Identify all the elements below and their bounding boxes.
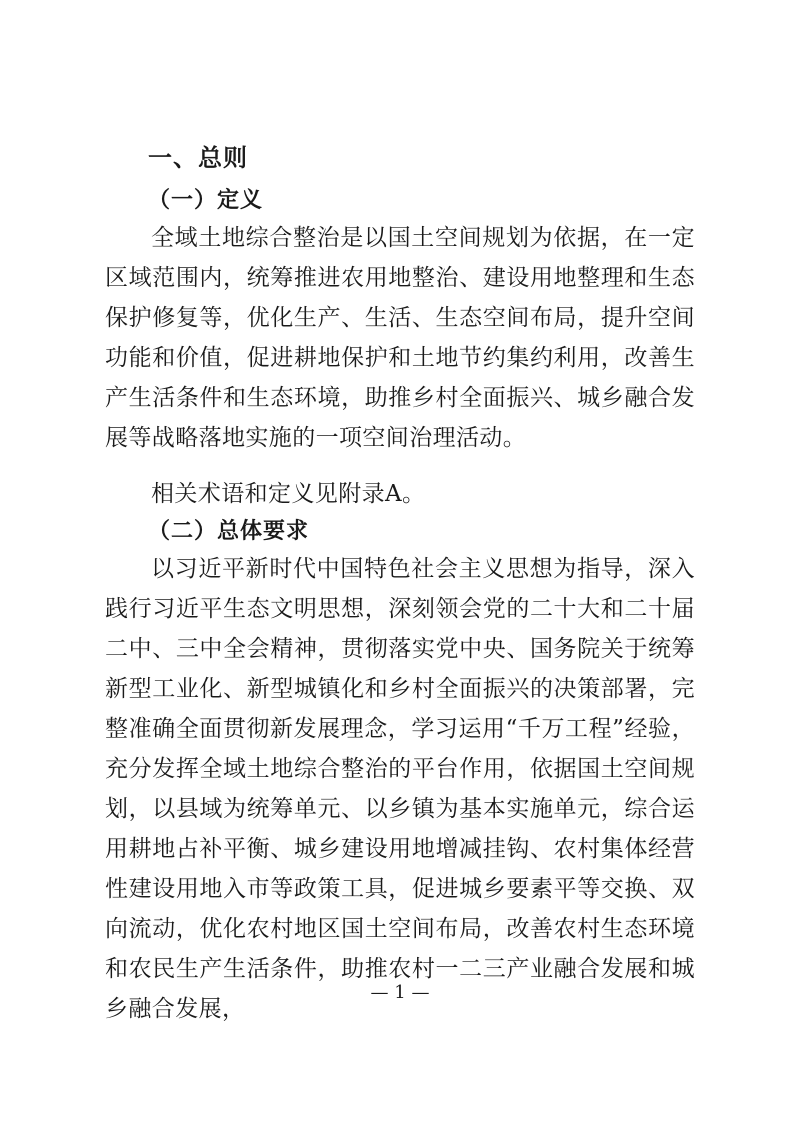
appendix-reference-paragraph: 相关术语和定义见附录A。 <box>151 481 426 507</box>
page-number: — 1 — <box>370 982 430 1003</box>
subsection-title-requirements: （二）总体要求 <box>148 519 310 544</box>
requirements-paragraph: 以习近平新时代中国特色社会主义思想为指导，深入践行习近平生态文明思想，深刻领会党的二十大和二十届二中、三中全会精神，贯彻落实党中央、国务院关于统筹新型工业化、新型城镇化和乡村全面振兴的决策部署，完整准确全面贯彻新发展理念，学习运用“千万工程”经验，充分发挥全域土地综合整治的平台作用，依据国土空间规划，以县域为统筹单元、以乡镇为基本实施单元，综合运用耕地占补平衡、城乡建设用地增减挂钩、农村集体经营性建设用地入市等政策工具，促进城乡要素平等交换、双向流动，优化农村地区国土空间布局，改善农村生态环境和农民生产生活条件，助推农村一二三产业融合发展和城乡融合发展， <box>105 556 695 1022</box>
section-title: 一、总则 <box>148 144 248 172</box>
subsection-title-definition: （一）定义 <box>148 188 264 213</box>
definition-paragraph: 全域土地综合整治是以国土空间规划为依据，在一定区域范围内，统筹推进农用地整治、建设用地整理和生态保护修复等，优化生产、生活、生态空间布局，提升空间功能和价值，促进耕地保护和土地节约集约利用，改善生产生活条件和生态环境，助推乡村全面振兴、城乡融合发展等战略落地实施的一项空间治理活动。 <box>105 225 695 451</box>
